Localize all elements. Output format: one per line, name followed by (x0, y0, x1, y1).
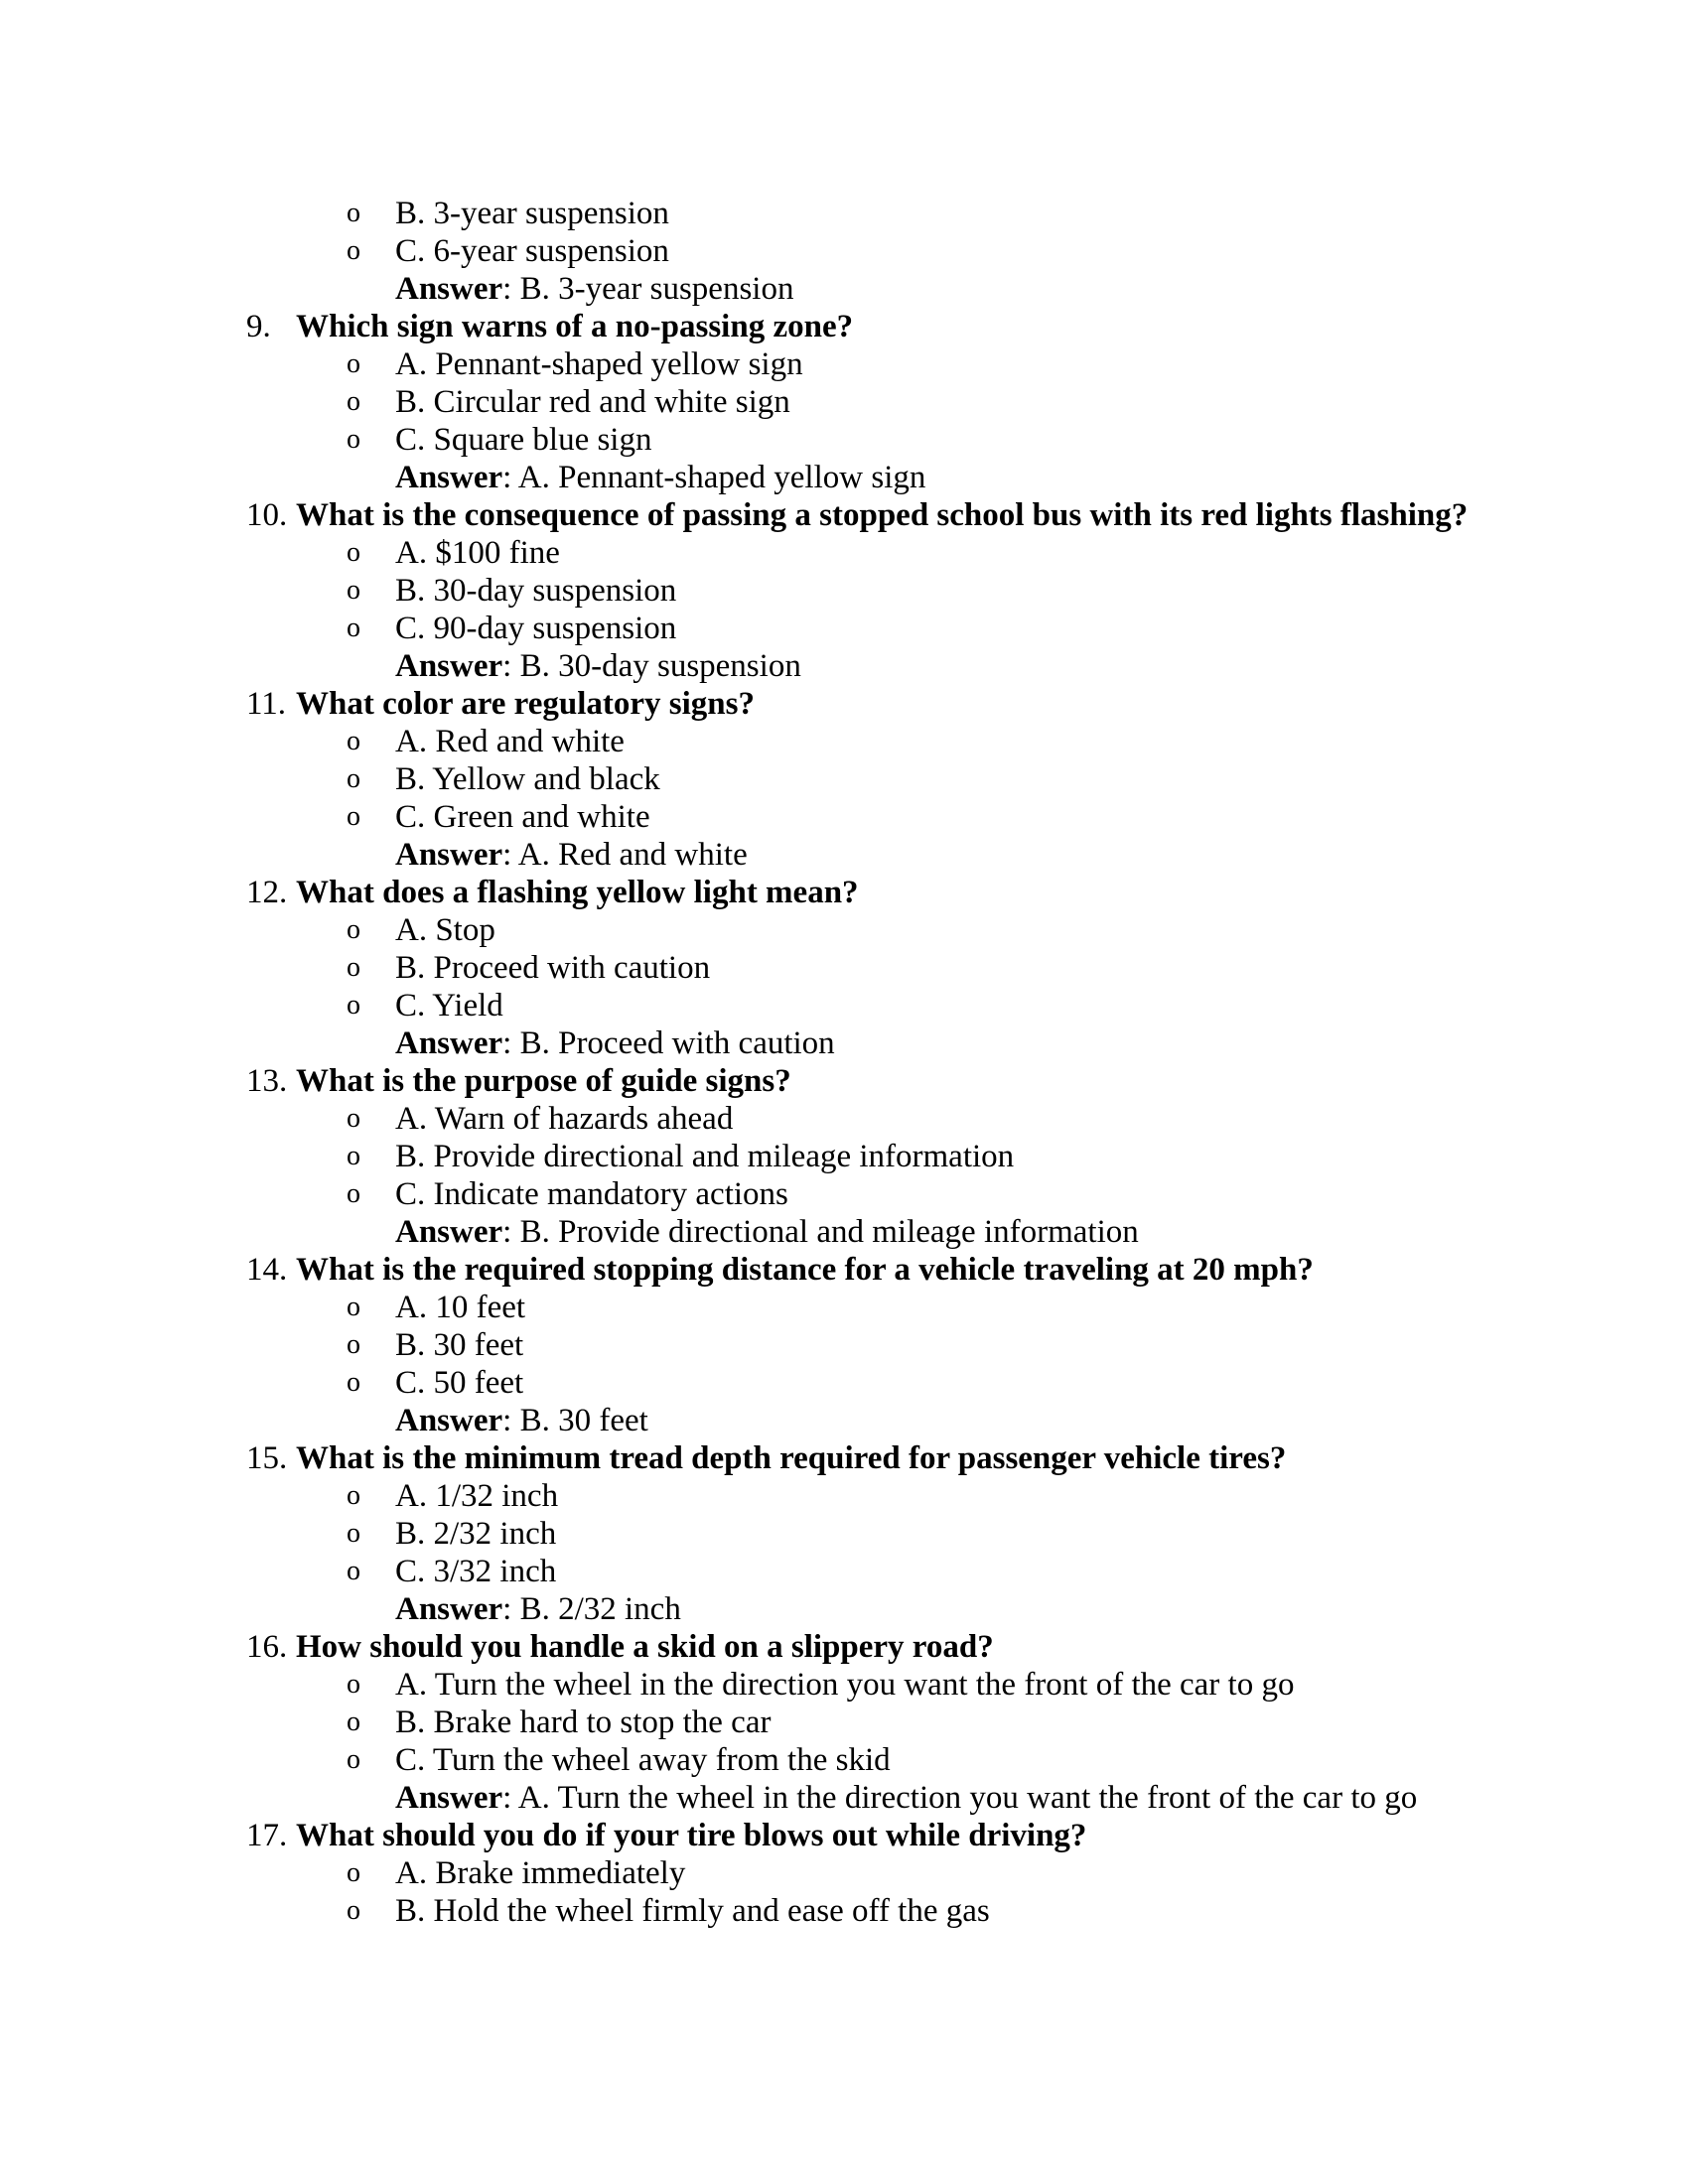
answer-label: Answer (395, 1214, 503, 1250)
answer-line (0, 1590, 1688, 1628)
question-number: 14. (246, 1252, 288, 1288)
bullet-icon: o (347, 1329, 360, 1360)
bullet-icon: o (347, 1556, 360, 1586)
option-item (0, 1175, 1688, 1213)
option-text: C. 3/32 inch (395, 1554, 557, 1589)
answer-line (0, 836, 1688, 874)
option-text: A. Stop (395, 912, 495, 948)
bullet-icon: o (347, 1141, 360, 1171)
option-text: B. Hold the wheel firmly and ease off the gas (395, 1893, 990, 1929)
bullet-icon: o (347, 952, 360, 983)
answer-text (395, 1779, 1417, 1817)
answer-separator: : (502, 648, 512, 684)
answer-value: A. Red and white (517, 837, 748, 873)
bullet-icon: o (347, 198, 360, 228)
option-item (0, 1138, 1688, 1175)
answer-separator: : (502, 1025, 512, 1061)
answer-label: Answer (395, 271, 503, 307)
option-text: C. 6-year suspension (395, 233, 669, 269)
answer-separator: : (502, 460, 512, 495)
option-item (0, 232, 1688, 270)
bullet-icon: o (347, 1669, 360, 1700)
answer-value: B. 30-day suspension (519, 648, 801, 684)
option-text: B. 2/32 inch (395, 1516, 557, 1552)
answer-value: B. 30 feet (519, 1403, 648, 1438)
bullet-icon: o (347, 1292, 360, 1322)
answer-text (395, 1402, 648, 1439)
answer-value: A. Turn the wheel in the direction you want the front of the car to go (517, 1780, 1418, 1816)
option-item (0, 572, 1688, 610)
bullet-icon: o (347, 537, 360, 568)
question-number: 16. (246, 1629, 288, 1665)
bullet-icon: o (347, 613, 360, 643)
option-text: C. Green and white (395, 799, 650, 835)
answer-value: B. 2/32 inch (519, 1591, 681, 1627)
option-item (0, 421, 1688, 459)
bullet-icon: o (347, 726, 360, 756)
option-text: B. Proceed with caution (395, 950, 711, 986)
answer-text (395, 1213, 1139, 1251)
bullet-icon: o (347, 348, 360, 379)
answer-separator: : (502, 1591, 512, 1627)
bullet-icon: o (347, 235, 360, 266)
option-item (0, 1364, 1688, 1402)
option-text: A. Red and white (395, 724, 625, 759)
option-text: C. 90-day suspension (395, 611, 677, 646)
bullet-icon: o (347, 1178, 360, 1209)
answer-line (0, 1779, 1688, 1817)
bullet-icon: o (347, 990, 360, 1021)
question-text: What is the purpose of guide signs? (296, 1063, 791, 1099)
option-text: A. 1/32 inch (395, 1478, 559, 1514)
answer-label: Answer (395, 1025, 503, 1061)
question-line (0, 685, 1688, 723)
question-number: 12. (246, 875, 288, 910)
question-line (0, 1062, 1688, 1100)
answer-text (395, 1024, 835, 1062)
answer-separator: : (502, 1214, 512, 1250)
question-line (0, 874, 1688, 911)
option-item (0, 949, 1688, 987)
option-text: A. Warn of hazards ahead (395, 1101, 734, 1137)
question-text: What should you do if your tire blows out while driving? (296, 1818, 1087, 1853)
option-text: C. Yield (395, 988, 503, 1024)
bullet-icon: o (347, 1367, 360, 1398)
bullet-icon: o (347, 1706, 360, 1737)
answer-line (0, 1402, 1688, 1439)
option-item (0, 1289, 1688, 1326)
answer-separator: : (502, 1780, 512, 1816)
question-number: 11. (246, 686, 287, 722)
option-item (0, 911, 1688, 949)
answer-line (0, 459, 1688, 496)
bullet-icon: o (347, 386, 360, 417)
option-text: A. 10 feet (395, 1290, 526, 1325)
answer-separator: : (502, 1403, 512, 1438)
bullet-icon: o (347, 1857, 360, 1888)
answer-label: Answer (395, 837, 503, 873)
option-item (0, 1515, 1688, 1553)
question-text: How should you handle a skid on a slippery road? (296, 1629, 994, 1665)
quiz-document (0, 195, 1688, 1930)
answer-label: Answer (395, 648, 503, 684)
answer-separator: : (502, 271, 512, 307)
option-item (0, 987, 1688, 1024)
answer-line (0, 647, 1688, 685)
option-text: B. Yellow and black (395, 761, 660, 797)
answer-value: B. Provide directional and mileage information (519, 1214, 1139, 1250)
option-item (0, 1477, 1688, 1515)
answer-label: Answer (395, 1780, 503, 1816)
bullet-icon: o (347, 1744, 360, 1775)
option-item (0, 798, 1688, 836)
option-text: C. Indicate mandatory actions (395, 1176, 788, 1212)
question-text: What does a flashing yellow light mean? (296, 875, 859, 910)
bullet-icon: o (347, 914, 360, 945)
question-line (0, 1251, 1688, 1289)
answer-line (0, 1213, 1688, 1251)
answer-value: B. 3-year suspension (519, 271, 794, 307)
answer-text (395, 836, 748, 874)
bullet-icon: o (347, 1103, 360, 1134)
option-text: B. Provide directional and mileage information (395, 1139, 1015, 1174)
bullet-icon: o (347, 424, 360, 455)
answer-text (395, 1590, 681, 1628)
question-number: 10. (246, 497, 288, 533)
option-text: B. Circular red and white sign (395, 384, 790, 420)
question-text: Which sign warns of a no-passing zone? (296, 309, 854, 344)
question-number: 9. (246, 309, 271, 344)
answer-text (395, 459, 925, 496)
option-item (0, 1326, 1688, 1364)
option-text: C. 50 feet (395, 1365, 524, 1401)
option-text: B. 3-year suspension (395, 196, 669, 231)
option-text: A. Turn the wheel in the direction you want the front of the car to go (395, 1667, 1295, 1703)
option-text: A. Pennant-shaped yellow sign (395, 346, 803, 382)
option-text: C. Turn the wheel away from the skid (395, 1742, 891, 1778)
question-number: 13. (246, 1063, 288, 1099)
option-item (0, 345, 1688, 383)
question-line (0, 308, 1688, 345)
option-item (0, 1553, 1688, 1590)
option-text: B. Brake hard to stop the car (395, 1705, 772, 1740)
option-text: A. $100 fine (395, 535, 560, 571)
question-number: 17. (246, 1818, 288, 1853)
answer-value: B. Proceed with caution (519, 1025, 835, 1061)
option-item (0, 610, 1688, 647)
answer-value: A. Pennant-shaped yellow sign (517, 460, 926, 495)
option-item (0, 534, 1688, 572)
question-text: What is the consequence of passing a stopped school bus with its red lights flashing? (296, 497, 1469, 533)
answer-text (395, 270, 793, 308)
answer-line (0, 270, 1688, 308)
question-text: What color are regulatory signs? (296, 686, 755, 722)
question-line (0, 496, 1688, 534)
option-text: A. Brake immediately (395, 1855, 686, 1891)
bullet-icon: o (347, 763, 360, 794)
bullet-icon: o (347, 1518, 360, 1549)
answer-label: Answer (395, 1403, 503, 1438)
question-line (0, 1439, 1688, 1477)
option-item (0, 1892, 1688, 1930)
option-item (0, 760, 1688, 798)
option-item (0, 1854, 1688, 1892)
answer-line (0, 1024, 1688, 1062)
answer-label: Answer (395, 460, 503, 495)
option-item (0, 195, 1688, 232)
option-item (0, 1741, 1688, 1779)
question-line (0, 1628, 1688, 1666)
option-text: B. 30 feet (395, 1327, 524, 1363)
option-text: C. Square blue sign (395, 422, 652, 458)
answer-text (395, 647, 801, 685)
question-text: What is the required stopping distance for a vehicle traveling at 20 mph? (296, 1252, 1314, 1288)
question-line (0, 1817, 1688, 1854)
option-text: B. 30-day suspension (395, 573, 677, 609)
option-item (0, 723, 1688, 760)
answer-separator: : (502, 837, 512, 873)
question-text: What is the minimum tread depth required for passenger vehicle tires? (296, 1440, 1287, 1476)
option-item (0, 1666, 1688, 1704)
answer-label: Answer (395, 1591, 503, 1627)
option-item (0, 1704, 1688, 1741)
bullet-icon: o (347, 1480, 360, 1511)
question-number: 15. (246, 1440, 288, 1476)
bullet-icon: o (347, 575, 360, 606)
option-item (0, 383, 1688, 421)
option-item (0, 1100, 1688, 1138)
bullet-icon: o (347, 1895, 360, 1926)
bullet-icon: o (347, 801, 360, 832)
